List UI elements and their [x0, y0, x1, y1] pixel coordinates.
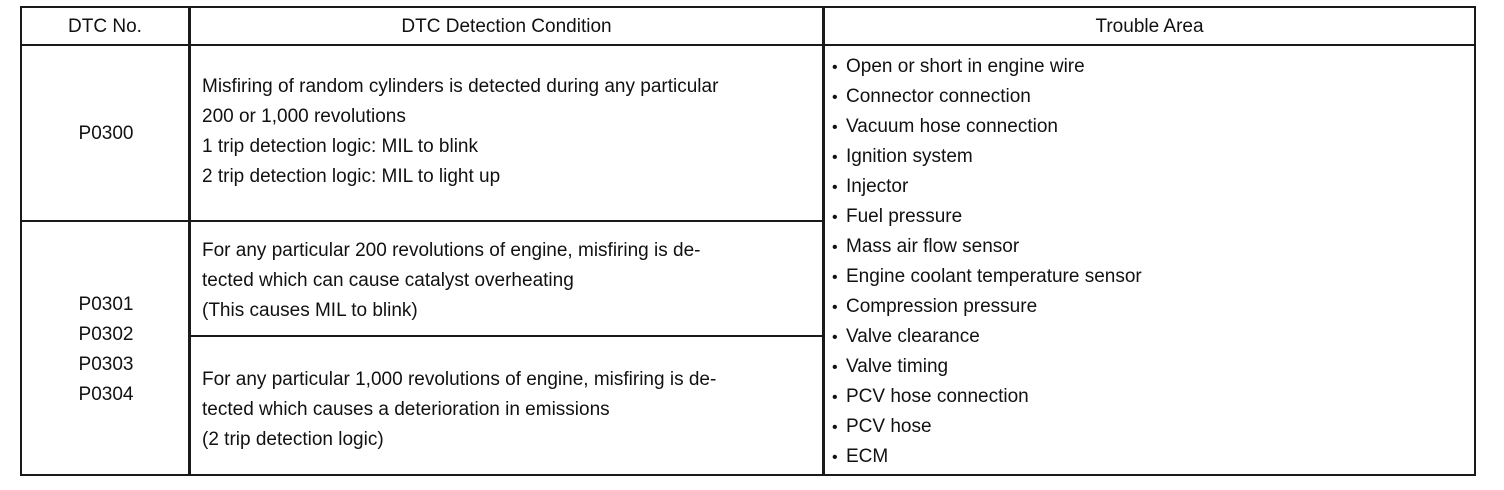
dtc-codes-row-1 — [22, 119, 190, 149]
header-trouble-area: Trouble Area — [1095, 16, 1204, 37]
row-divider-1 — [22, 220, 824, 222]
trouble-area-list — [832, 52, 1142, 472]
dtc-codes-row-2 — [22, 290, 190, 410]
trouble-area-item: • Compression pressure — [832, 292, 1142, 322]
header-dtc-no: DTC No. — [68, 16, 142, 37]
trouble-area-item: • PCV hose — [832, 412, 1142, 442]
dtc-table — [20, 6, 1476, 476]
trouble-area-item: • ECM — [832, 442, 1142, 472]
row-divider-2 — [190, 335, 824, 337]
trouble-area-item: • PCV hose connection — [832, 382, 1142, 412]
trouble-area-item: • Injector — [832, 172, 1142, 202]
detection-condition-row-1: Misfiring of random cylinders is detected during any particular 200 or 1,000 revolutions 1 trip detection logic: MIL to blink 2 trip detection logic: MIL to light up — [202, 76, 719, 187]
trouble-area-item: • Engine coolant temperature sensor — [832, 262, 1142, 292]
trouble-area-item: • Ignition system — [832, 142, 1142, 172]
dtc-code: P0303 — [78, 354, 134, 375]
trouble-area-item: • Valve timing — [832, 352, 1142, 382]
detection-condition-row-2a: For any particular 200 revolutions of engine, misfiring is de- tected which can cause catalyst overheating (This causes MIL to blink) — [202, 240, 701, 321]
trouble-area-item: • Connector connection — [832, 82, 1142, 112]
dtc-code: P0300 — [78, 123, 134, 144]
column-divider-2 — [822, 8, 825, 474]
trouble-area-item: • Valve clearance — [832, 322, 1142, 352]
trouble-area-item: • Mass air flow sensor — [832, 232, 1142, 262]
trouble-area-item: • Vacuum hose connection — [832, 112, 1142, 142]
dtc-code: P0302 — [78, 324, 134, 345]
header-detection-condition: DTC Detection Condition — [401, 16, 612, 37]
trouble-area-item: • Open or short in engine wire — [832, 52, 1142, 82]
detection-condition-row-2b: For any particular 1,000 revolutions of engine, misfiring is de- tected which causes a deterioration in emissions (2 trip detection logic) — [202, 369, 717, 450]
trouble-area-item: • Fuel pressure — [832, 202, 1142, 232]
dtc-code: P0301 — [78, 294, 134, 315]
dtc-code: P0304 — [78, 384, 134, 405]
